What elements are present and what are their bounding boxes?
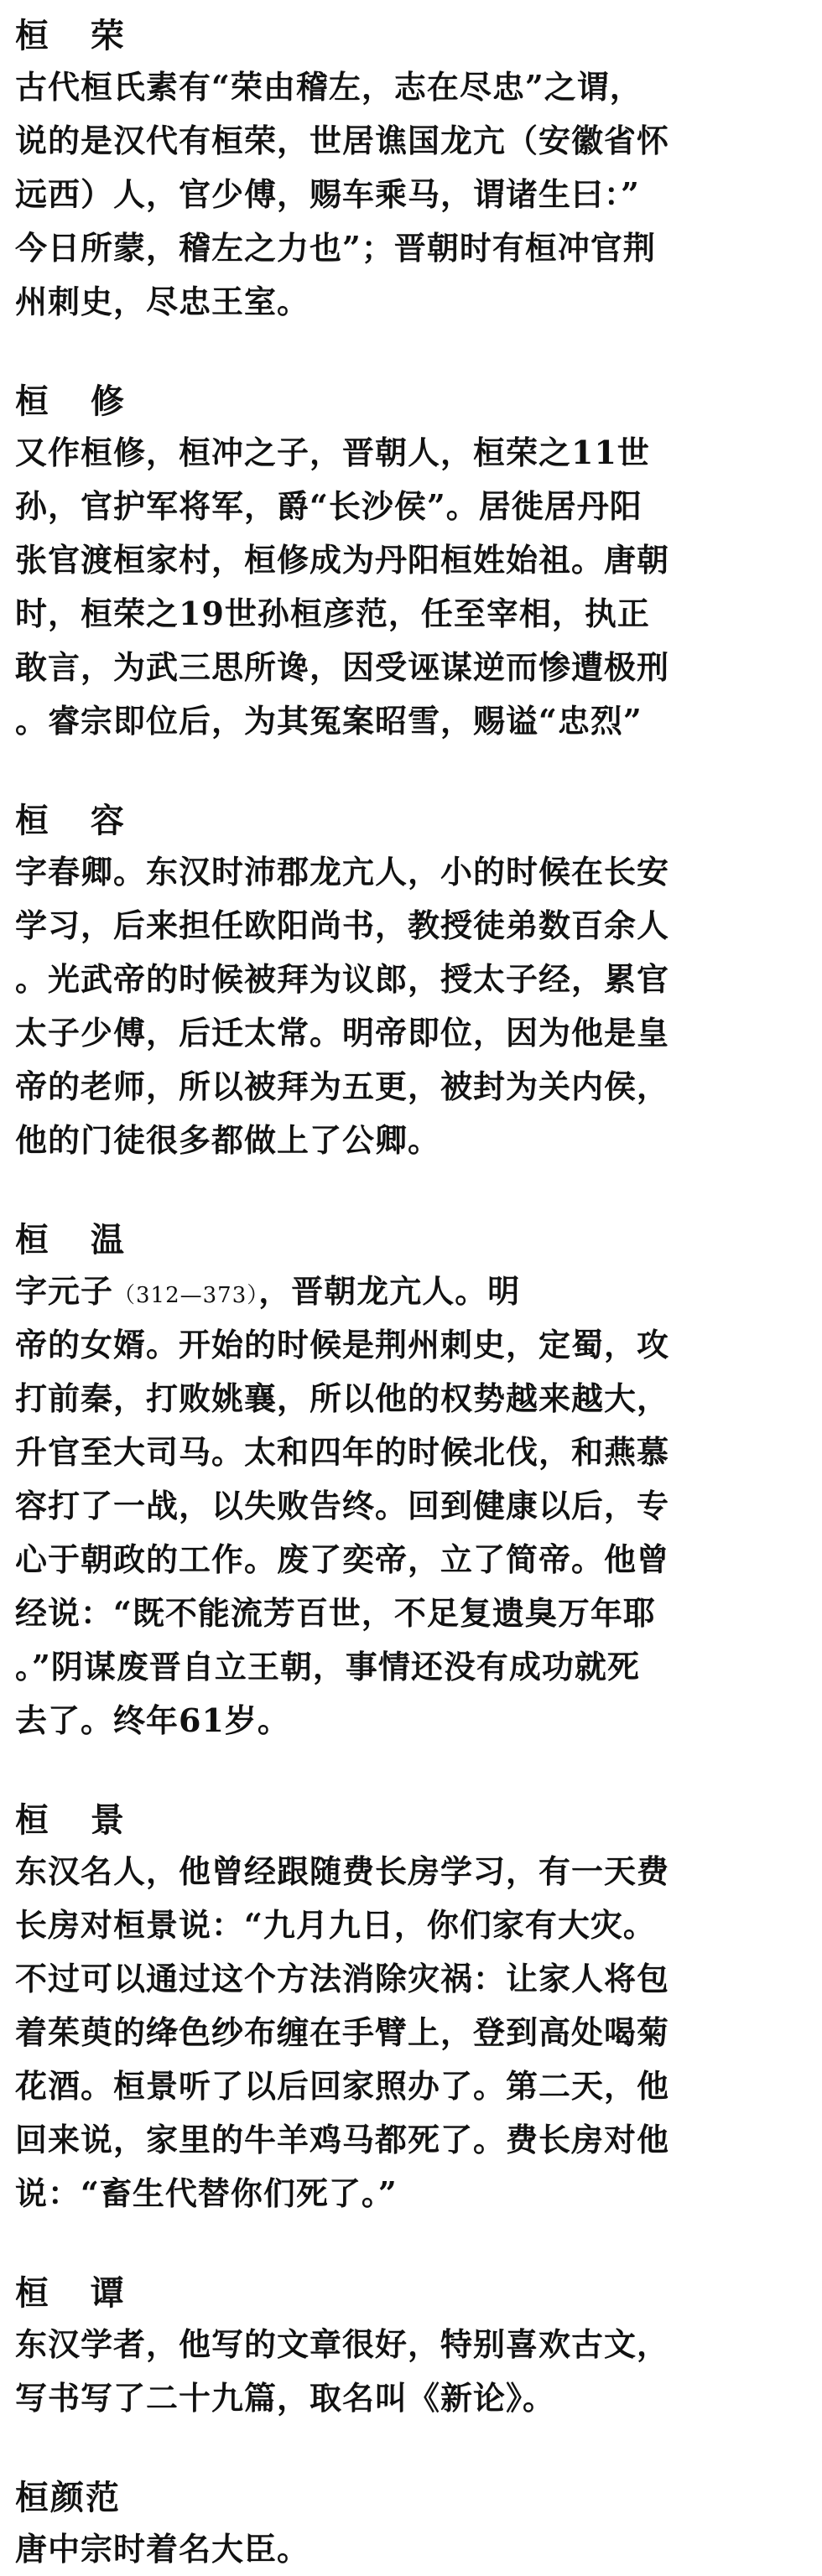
body-line: 学习，后来担任欧阳尚书，教授徒弟数百余人 bbox=[15, 906, 670, 944]
entry-name: 桓 谭 bbox=[15, 2273, 139, 2313]
body-line: 心于朝政的工作。废了奕帝，立了简帝。他曾 bbox=[15, 1540, 670, 1578]
entry-huan-jing bbox=[15, 1796, 807, 2220]
body-line: 经说：“既不能流芳百世，不足复遗臭万年耶 bbox=[15, 1594, 656, 1632]
body-line: 着茱萸的绛色纱布缠在手臂上，登到高处喝菊 bbox=[15, 2013, 670, 2051]
entry-huan-xiu bbox=[15, 377, 807, 748]
entry-huan-wen bbox=[15, 1216, 807, 1748]
body-line: 远西）人，官少傅，赐车乘马，谓诸生曰：” bbox=[15, 175, 640, 213]
entry-huan-rong bbox=[15, 12, 807, 329]
body-line: 孙，官护军将军，爵“长沙侯”。居徙居丹阳 bbox=[15, 487, 643, 525]
lifespan-years: （312—373） bbox=[113, 1283, 259, 1308]
body-line: 古代桓氏素有“荣由稽左，志在尽忠”之谓， bbox=[15, 68, 643, 106]
entry-huan-tan bbox=[15, 2269, 807, 2425]
body-line: 。”阴谋废晋自立王朝，事情还没有成功就死 bbox=[15, 1648, 640, 1685]
body-line: 张官渡桓家村，桓修成为丹阳桓姓始祖。唐朝 bbox=[15, 541, 670, 579]
body-line: 长房对桓景说：“九月九日，你们家有大灾。 bbox=[15, 1906, 656, 1944]
entry-name: 桓 荣 bbox=[15, 16, 139, 55]
body-line: 东汉学者，他写的文章很好，特别喜欢古文， bbox=[15, 2325, 670, 2363]
body-line: 回来说，家里的牛羊鸡马都死了。费长房对他 bbox=[15, 2121, 670, 2158]
entry-name: 桓 温 bbox=[15, 1220, 139, 1259]
body-line-suffix: ，晋朝龙亢人。明 bbox=[258, 1272, 521, 1310]
entry-name: 桓 容 bbox=[15, 801, 139, 840]
body-line: 他的门徒很多都做上了公卿。 bbox=[15, 1121, 441, 1159]
entry-huan-rong-chunqing bbox=[15, 797, 807, 1167]
entry-name: 桓 景 bbox=[15, 1800, 139, 1840]
body-line: 说：“畜生代替你们死了。” bbox=[15, 2174, 398, 2212]
body-line: 打前秦，打败姚襄，所以他的权势越来越大， bbox=[15, 1379, 670, 1417]
body-line: 帝的老师，所以被拜为五更，被封为关内侯， bbox=[15, 1067, 670, 1105]
body-line: 又作桓修，桓冲之子，晋朝人，桓荣之11世 bbox=[15, 434, 650, 471]
entry-body bbox=[15, 2522, 807, 2576]
body-line: 州刺史，尽忠王室。 bbox=[15, 283, 310, 320]
body-line: 东汉名人，他曾经跟随费长房学习，有一天费 bbox=[15, 1852, 670, 1890]
body-line: 花酒。桓景听了以后回家照办了。第二天，他 bbox=[15, 2067, 670, 2105]
entry-body bbox=[15, 2318, 807, 2425]
body-line: 唐中宗时着名大臣。 bbox=[15, 2530, 310, 2568]
body-line: 今日所蒙，稽左之力也”；晋朝时有桓冲官荆 bbox=[15, 229, 656, 267]
entry-name: 桓 修 bbox=[15, 382, 139, 421]
entry-huan-yanfan bbox=[15, 2474, 807, 2576]
body-line: 升官至大司马。太和四年的时候北伐，和燕慕 bbox=[15, 1433, 670, 1471]
entry-body bbox=[15, 845, 807, 1167]
body-line: 时，桓荣之19世孙桓彦范，任至宰相，执正 bbox=[15, 595, 650, 632]
entry-name: 桓颜范 bbox=[15, 2478, 121, 2517]
body-line: 太子少傅，后迁太常。明帝即位，因为他是皇 bbox=[15, 1014, 670, 1052]
body-line: 。睿宗即位后，为其冤案昭雪，赐谥“忠烈” bbox=[15, 702, 643, 740]
entry-body bbox=[15, 60, 807, 329]
body-line: 字春卿。东汉时沛郡龙亢人，小的时候在长安 bbox=[15, 853, 670, 891]
entry-body bbox=[15, 1845, 807, 2220]
body-line: 。光武帝的时候被拜为议郎，授太子经，累官 bbox=[15, 960, 670, 998]
body-line: 不过可以通过这个方法消除灾祸：让家人将包 bbox=[15, 1960, 670, 1997]
entry-body bbox=[15, 1265, 807, 1748]
body-line: 敢言，为武三思所谗，因受诬谋逆而惨遭极刑 bbox=[15, 648, 670, 686]
body-line: 写书写了二十九篇，取名叫《新论》。 bbox=[15, 2379, 556, 2417]
body-line bbox=[15, 1265, 807, 1318]
body-line-prefix: 字元子 bbox=[15, 1272, 114, 1310]
body-line: 容打了一战，以失败告终。回到健康以后，专 bbox=[15, 1487, 670, 1524]
body-line: 说的是汉代有桓荣，世居谯国龙亢（安徽省怀 bbox=[15, 122, 670, 159]
entry-body bbox=[15, 426, 807, 748]
body-line: 去了。终年61岁。 bbox=[15, 1701, 290, 1739]
body-line: 帝的女婿。开始的时候是荆州刺史，定蜀，攻 bbox=[15, 1326, 670, 1363]
